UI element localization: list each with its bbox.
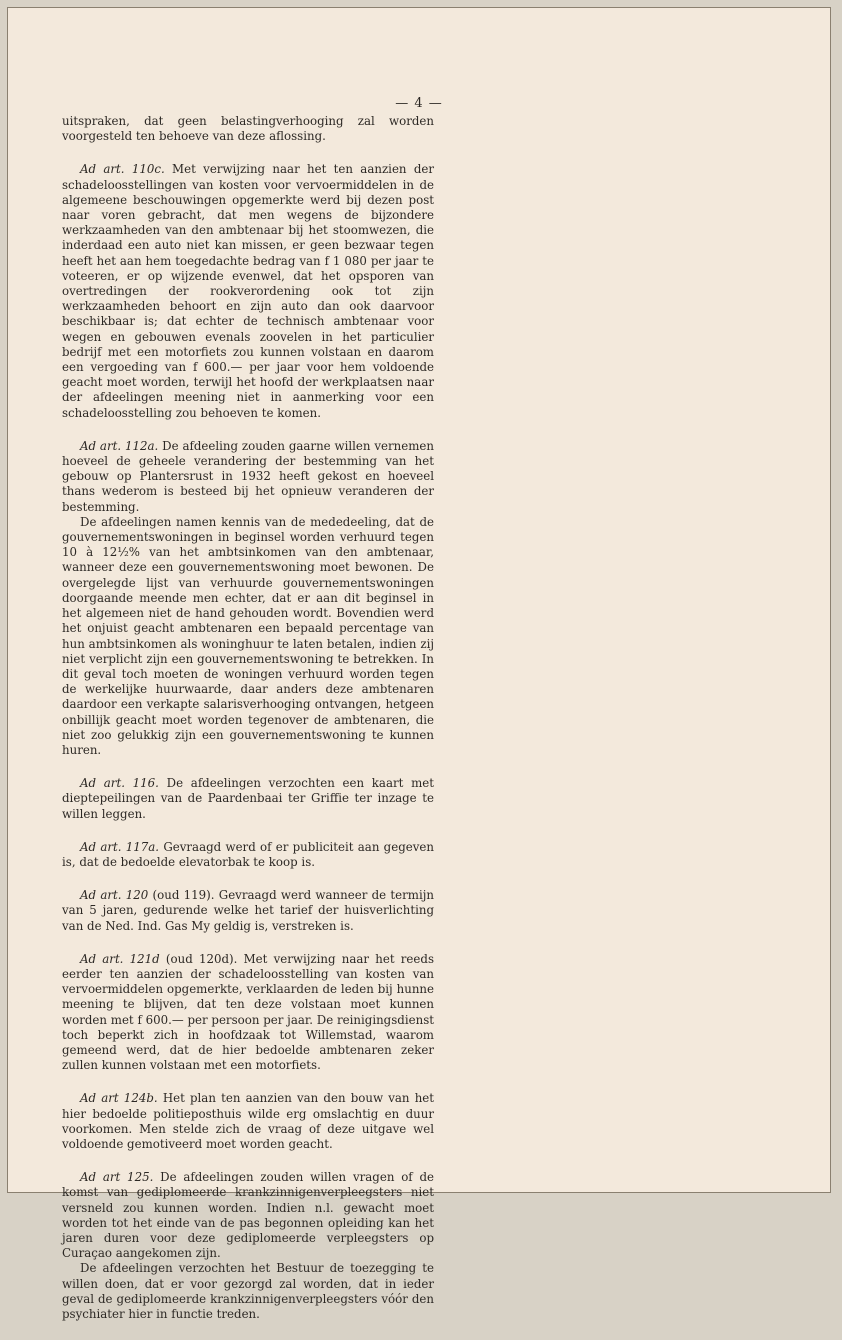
article-reference: Ad art. 116. — [80, 776, 159, 791]
paragraph-text: De afdeelingen verzochten het Bestuur de toezegging te willen doen, dat er voor gezorgd zal worden, dat in ieder geval de gediplomeerde krankzinnigenverpleegsters vóór den psychiater hier in functie treden. — [62, 1261, 434, 1322]
article-reference: Ad art. 117a. — [80, 839, 160, 854]
paragraph-text: De afdeeling zouden gaarne willen vernemen hoeveel de geheele verandering der bestemming van het gebouw op Plantersrust in 1932 heeft gekost en hoeveel thans wederom is besteed bij het opnieuw veranderen der bestemming. — [62, 438, 435, 514]
paragraph-text: Met verwijzing naar het ten aanzien der schadeloosstellingen van kosten voor vervoermiddelen in de algemeene beschouwingen opgemerkte werd bij dezen post naar voren gebracht, dat men wegens de bijzondere werkzaamheden van den ambtenaar bij het stoomwezen, die inderdaad een auto niet kan missen, er geen bezwaar tegen heeft het aan hem toegedachte bedrag van f 1 080 per jaar te voteeren, er op wijzende evenwel, dat het opsporen van overtredingen der rookverordening ook tot zijn werkzaamheden behoort en zijn auto dan ook daarvoor beschikbaar is; dat echter de technisch ambtenaar voor wegen en gebouwen evenals zoovelen in het particulier bedrijf met een motorfiets zou kunnen volstaan en daarom een vergoeding van f 600.— per jaar voor hem voldoende geacht moet worden, terwijl het hoofd der werkplaatsen naar der afdeelingen meening niet in aanmerking voor een schadeloosstelling zou behoeven te komen. — [62, 162, 434, 420]
paragraph-text: uitspraken, dat geen belastingverhooging zal worden voorgesteld ten behoeve van deze aflossing. — [62, 114, 434, 144]
paragraph-9 — [62, 1170, 434, 1261]
text-column — [62, 114, 434, 1340]
article-reference: Ad art. 110c. — [80, 162, 165, 177]
paragraph-6 — [62, 888, 434, 934]
paragraph-7 — [62, 952, 434, 1074]
paragraph-text: (oud 119). Gevraagd werd wanneer de termijn van 5 jaren, gedurende welke het tarief der huisverlichting van de Ned. Ind. Gas My geldig is, verstreken is. — [62, 888, 434, 933]
paragraph-text: De afdeelingen zouden willen vragen of de komst van gediplomeerde krankzinnigenverpleegsters niet versneld zou kunnen worden. Indien n.l. gewacht moet worden tot het einde van de pas begonnen opleiding kan het jaren duren voor deze gediplomeerde verpleegsters op Curaçao aangekomen zijn. — [62, 1170, 434, 1261]
paragraph-5 — [62, 840, 434, 870]
paragraph-text: De afdeelingen namen kennis van de mededeeling, dat de gouvernementswoningen in beginsel worden verhuurd tegen 10 à 12½% van het ambtsinkomen van den ambtenaar, wanneer deze een gouvernementswoning moet bewonen. De overgelegde lijst van verhuurde gouvernementswoningen doorgaande meende men echter, dat er aan dit beginsel in het algemeen niet de hand gehouden wordt. Bovendien werd het onjuist geacht ambtenaren een bepaald percentage van hun ambtsinkomen als woninghuur te laten betalen, indien zij niet verplicht zijn een gouvernementswoning te betrekken. In dit geval toch moeten de woningen verhuurd worden tegen de werkelijke huurwaarde, daar anders deze ambtenaren daardoor een verkapte salarisverhooging ontvangen, hetgeen onbillijk geacht moet worden tegenover de ambtenaren, die niet zoo gelukkig zijn een gouvernementswoning te kunnen huren. — [62, 514, 434, 757]
paragraph-1 — [62, 162, 434, 420]
article-reference: Ad art. 120 — [80, 888, 149, 903]
paragraph-text: De afdeelingen verzochten een kaart met dieptepeilingen van de Paardenbaai ter Griffie ter inzage te willen leggen. — [62, 776, 434, 821]
paragraph-2 — [62, 439, 434, 515]
article-reference: Ad art 124b. — [80, 1091, 158, 1106]
paragraph-text: (oud 120d). Met verwijzing naar het reeds eerder ten aanzien der schadeloosstelling van kosten van vervoermiddelen opgemerkte, verklaarden de leden bij hunne meening te blijven, dat ten deze volstaan moet kunnen worden met f 600.— per persoon per jaar. De reinigingsdienst toch beperkt zich in hoofdzaak tot Willemstad, waarom gemeend werd, dat de hier bedoelde ambtenaren zeker zullen kunnen volstaan met een motorfiets. — [62, 951, 434, 1073]
paragraph-4 — [62, 776, 434, 822]
paragraph-8 — [62, 1091, 434, 1152]
document-page — [7, 7, 831, 1322]
article-reference: Ad art. 121d — [80, 951, 160, 966]
paragraph-3 — [62, 515, 434, 758]
page-number: — 4 — — [395, 96, 443, 111]
article-reference: Ad art 125. — [80, 1170, 154, 1185]
paragraph-text: Gevraagd werd of er publiciteit aan gegeven is, dat de bedoelde elevatorbak te koop is. — [62, 839, 434, 869]
article-reference: Ad art. 112a. — [80, 438, 159, 453]
paragraph-text: Het plan ten aanzien van den bouw van het hier bedoelde politieposthuis wilde erg omslachtig en duur voorkomen. Men stelde zich de vraag of deze uitgave wel voldoende gemotiveerd moet worden geacht. — [62, 1091, 435, 1151]
paragraph-10 — [62, 1261, 434, 1322]
paragraph-0 — [62, 114, 434, 144]
